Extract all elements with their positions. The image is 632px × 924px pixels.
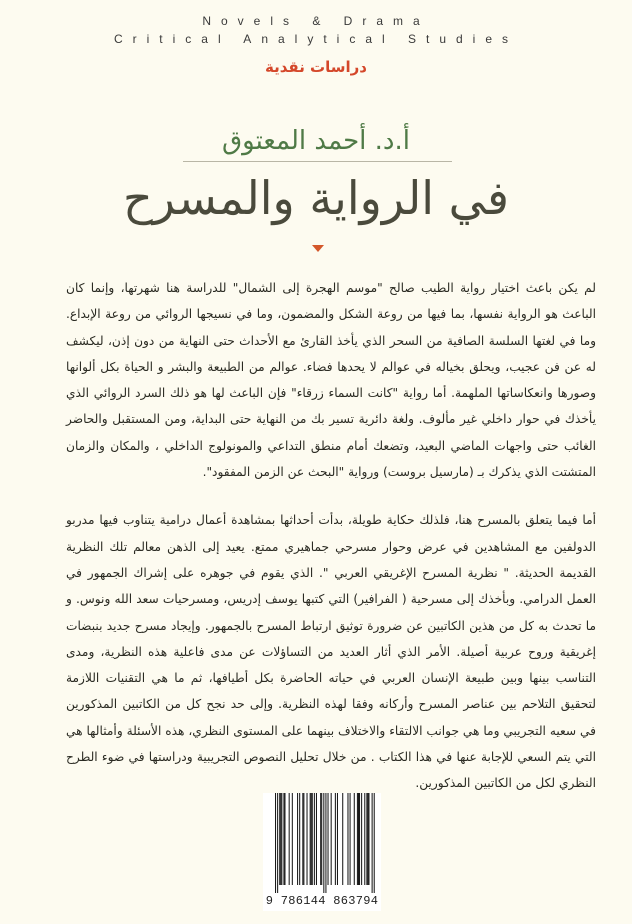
barcode-bar <box>311 793 312 885</box>
barcode-bar <box>366 793 367 885</box>
barcode-bar <box>359 793 360 885</box>
barcode-bar <box>303 793 304 885</box>
author-name: أ.د. أحمد المعتوق <box>221 126 410 156</box>
barcode-bar <box>277 793 278 893</box>
barcode-bar <box>335 793 336 885</box>
barcode-bar <box>323 793 324 893</box>
barcode-bar <box>374 793 375 893</box>
isbn-barcode <box>263 793 381 911</box>
barcode-bar <box>314 793 315 885</box>
barcode-bar <box>358 793 359 885</box>
barcode-bar <box>292 793 293 885</box>
series-label-arabic: دراسات نقدية <box>265 58 367 76</box>
barcode-bar <box>307 793 308 885</box>
series-title-english-line-1: Novels & Drama <box>202 14 430 28</box>
barcode-bar <box>320 793 321 885</box>
barcode-bar <box>299 793 300 885</box>
blurb <box>66 275 596 797</box>
barcode-bar <box>347 793 348 885</box>
barcode-bar <box>321 793 322 885</box>
barcode-bar <box>367 793 368 885</box>
barcode-bar <box>283 793 284 885</box>
barcode-bar <box>316 793 317 885</box>
barcode-bar <box>328 793 329 885</box>
barcode-bar <box>372 793 373 893</box>
barcode-bar <box>325 793 326 893</box>
book-title: في الرواية والمسرح <box>123 171 509 225</box>
barcode-bar <box>310 793 311 885</box>
barcode-bar <box>342 793 343 885</box>
barcode-bar <box>364 793 365 885</box>
barcode-bar <box>302 793 303 885</box>
barcode-bar <box>331 793 332 885</box>
barcode-bar <box>280 793 281 885</box>
barcode-bar <box>284 793 285 885</box>
blurb-paragraph-1: لم يكن باعث اختيار رواية الطيب صالح "موسم الهجرة إلى الشمال" للدراسة هنا شهرتها، وإنما كان الباعث هو الرواية نفسها، بما فيها من روعة الشكل والمضمون، وما في نسيجها الروائي من روعة الإبداع. وما في لغتها السلسة الصافية من السحر الذي يأخذ القارئ مع الأحداث حتى النهاية من دون إذن، ليكشف له عن فن عجيب، ويحلق بخياله في عوالم لا يحدها فضاء. عوالم من الطبيعة والبشر و الحياة بكل ألوانها وصورها وانعكاساتها الملهمة. أما رواية "كانت السماء زرقاء" فإن الباعث لها هو ذلك السرد الروائي الذي يأخذك في حوار داخلي غير مألوف. ولغة دائرية تسير بك من النهاية حتى البداية، ومن المستقبل والحاضر الغائب حتى واجهات الماضي البعيد، وتضعك أمام منطق التداعي والمونولوج الداخلي ، والمكان والزمان المتشتت الذي يذكرك بـ (مارسيل بروست) ورواية "البحث عن الزمن المفقود". <box>66 281 596 480</box>
barcode-bars <box>263 793 381 893</box>
barcode-bar <box>361 793 362 885</box>
down-arrow-icon <box>312 245 324 252</box>
barcode-bar <box>337 793 338 885</box>
barcode-bar <box>350 793 351 885</box>
barcode-bar <box>279 793 280 885</box>
isbn-number: 9 786144 863794 <box>265 894 379 908</box>
barcode-bar <box>281 793 282 885</box>
barcode-bar <box>289 793 290 885</box>
series-title-english-line-2: Critical Analytical Studies <box>113 32 519 46</box>
blurb-paragraph-2: أما فيما يتعلق بالمسرح هنا، فلذلك حكاية طويلة، بدأت أحداثها بمشاهدة أعمال درامية يتناوب فيها مدربو الدولفين مع المشاهدين في عرض وحوار مسرحي جماهيري ممتع. يعيد إلى الذهن معالم تلك النظرية القديمة الحديثة. " نظرية المسرح الإغريقي العربي ". الذي يقوم في جوهره على إشراك الجمهور في العمل الدرامي. وبأخذك إلى مسرحية ( الفرافير) التي كتبها يوسف إدريس، ومسرحيات سعد الله ونوس. و ما تحدث به كل من هذين الكاتبين عن ضرورة توثيق ارتباط المسرح بالجمهور. وإيجاد مسرح جديد بنبضات إغريقية وروح عربية أصيلة. الأمر الذي أثار العديد من التساؤلات عن مدى فاعلية هذه النظرية، ومدى التناسب بينها وبين طبيعة الإنسان العربي في حياته الحاضرة بكل أطيافها، ثم ما هي التقنيات اللازمة لتحقيق التلاحم بين عناصر المسرح وأركانه وفقا لهذه النظرية. وإلى حد نجح كل من الكاتبين المذكورين في سعيه التجريبي وما هي جوانب الالتقاء والاختلاف بينهما على المستوى النظري، هذه الأسئلة وأمثالها هي التي يتم السعي للإجابة عنها في هذا الكتاب . من خلال تحليل النصوص التجريبية ودراستها في ضوء الطرح النظري لكل من الكاتبين المذكورين. <box>66 513 596 791</box>
barcode-bar <box>275 793 276 893</box>
barcode-bar <box>354 793 355 885</box>
barcode-bar <box>357 793 358 885</box>
barcode-bar <box>368 793 369 885</box>
title-divider <box>183 161 452 162</box>
barcode-bar <box>297 793 298 885</box>
barcode-bar <box>312 793 313 885</box>
